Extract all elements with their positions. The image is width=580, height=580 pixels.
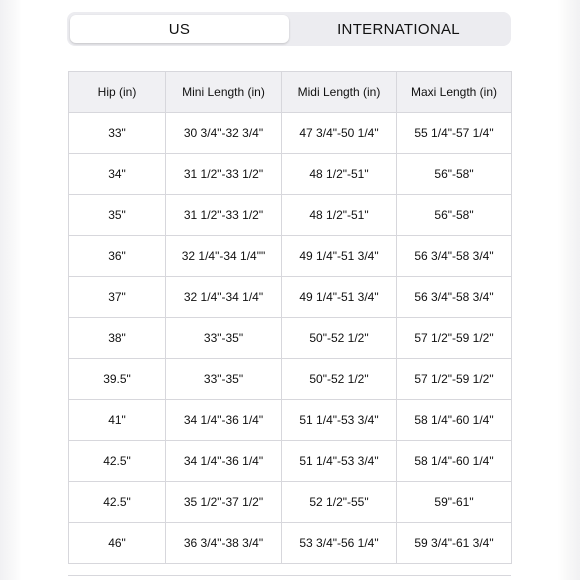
cell-midi-length: 51 1/4"-53 3/4" (282, 441, 397, 482)
cell-maxi-length: 56"-58" (397, 195, 512, 236)
header-mini-length: Mini Length (in) (166, 72, 282, 113)
cell-hip: 46" (69, 523, 166, 564)
table-row (69, 318, 512, 359)
table-row (69, 277, 512, 318)
cell-hip: 42.5" (69, 482, 166, 523)
cell-maxi-length: 58 1/4"-60 1/4" (397, 400, 512, 441)
size-table-container (68, 71, 511, 564)
table-row (69, 523, 512, 564)
cell-maxi-length: 59"-61" (397, 482, 512, 523)
cell-maxi-length: 56 3/4"-58 3/4" (397, 277, 512, 318)
cell-mini-length: 33"-35" (166, 359, 282, 400)
tab-international[interactable]: INTERNATIONAL (337, 20, 460, 38)
table-row (69, 400, 512, 441)
cell-maxi-length: 55 1/4"-57 1/4" (397, 113, 512, 154)
tab-us[interactable]: US (70, 15, 289, 43)
cell-mini-length: 36 3/4"-38 3/4" (166, 523, 282, 564)
cell-midi-length: 50"-52 1/2" (282, 359, 397, 400)
cell-maxi-length: 57 1/2"-59 1/2" (397, 359, 512, 400)
cell-mini-length: 34 1/4"-36 1/4" (166, 441, 282, 482)
cell-mini-length: 30 3/4"-32 3/4" (166, 113, 282, 154)
right-edge-shadow (558, 0, 580, 580)
cell-mini-length: 33"-35" (166, 318, 282, 359)
table-header-row (69, 72, 512, 113)
cell-midi-length: 49 1/4"-51 3/4" (282, 277, 397, 318)
header-maxi-length: Maxi Length (in) (397, 72, 512, 113)
cell-midi-length: 51 1/4"-53 3/4" (282, 400, 397, 441)
table-row (69, 195, 512, 236)
table-body (69, 113, 512, 564)
cell-maxi-length: 58 1/4"-60 1/4" (397, 441, 512, 482)
cell-mini-length: 35 1/2"-37 1/2" (166, 482, 282, 523)
cell-midi-length: 48 1/2"-51" (282, 154, 397, 195)
cell-hip: 35" (69, 195, 166, 236)
cell-hip: 37" (69, 277, 166, 318)
cell-midi-length: 48 1/2"-51" (282, 195, 397, 236)
cell-midi-length: 52 1/2"-55" (282, 482, 397, 523)
cell-mini-length: 34 1/4"-36 1/4" (166, 400, 282, 441)
next-section-divider (68, 575, 511, 576)
cell-mini-length: 31 1/2"-33 1/2" (166, 195, 282, 236)
cell-hip: 36" (69, 236, 166, 277)
cell-midi-length: 49 1/4"-51 3/4" (282, 236, 397, 277)
table-row (69, 441, 512, 482)
cell-hip: 41" (69, 400, 166, 441)
cell-hip: 34" (69, 154, 166, 195)
cell-maxi-length: 56"-58" (397, 154, 512, 195)
table-row (69, 236, 512, 277)
table-row (69, 482, 512, 523)
cell-mini-length: 32 1/4"-34 1/4"" (166, 236, 282, 277)
cell-midi-length: 50"-52 1/2" (282, 318, 397, 359)
unit-segmented-control (67, 12, 511, 46)
cell-hip: 38" (69, 318, 166, 359)
table-row (69, 154, 512, 195)
cell-mini-length: 32 1/4"-34 1/4" (166, 277, 282, 318)
cell-hip: 39.5" (69, 359, 166, 400)
size-table (68, 71, 512, 564)
cell-hip: 33" (69, 113, 166, 154)
table-row (69, 113, 512, 154)
cell-maxi-length: 56 3/4"-58 3/4" (397, 236, 512, 277)
table-row (69, 359, 512, 400)
header-hip: Hip (in) (69, 72, 166, 113)
cell-midi-length: 47 3/4"-50 1/4" (282, 113, 397, 154)
cell-hip: 42.5" (69, 441, 166, 482)
header-midi-length: Midi Length (in) (282, 72, 397, 113)
cell-maxi-length: 57 1/2"-59 1/2" (397, 318, 512, 359)
cell-maxi-length: 59 3/4"-61 3/4" (397, 523, 512, 564)
cell-midi-length: 53 3/4"-56 1/4" (282, 523, 397, 564)
left-edge-shadow (0, 0, 22, 580)
cell-mini-length: 31 1/2"-33 1/2" (166, 154, 282, 195)
